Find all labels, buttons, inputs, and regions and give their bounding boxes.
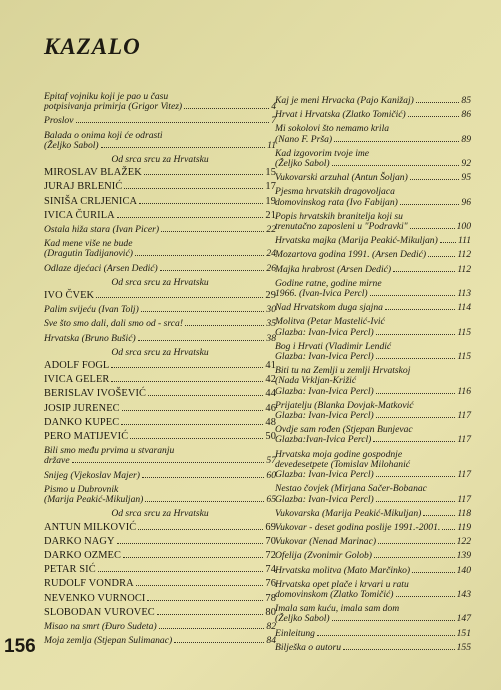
dot-leader	[117, 542, 264, 544]
toc-entry-page: 42	[265, 374, 276, 386]
toc-entry-page: 100	[456, 221, 471, 233]
dot-leader	[144, 173, 264, 175]
toc-entry-title: Pjesma hrvatskih dragovoljaca	[275, 186, 395, 198]
dot-leader	[400, 203, 460, 205]
toc-entry-title: DARKO OZMEC	[44, 549, 122, 561]
toc-entry[interactable]	[44, 375, 276, 385]
toc-entry-title: Bilješka o autoru	[275, 641, 342, 653]
toc-entry-page: 85	[461, 95, 471, 106]
dot-leader	[124, 187, 263, 189]
toc-entry-page: 118	[457, 507, 471, 519]
dot-leader	[334, 140, 459, 142]
dot-leader	[117, 216, 264, 218]
toc-entry-title: Nad Hrvatskom duga sjajna	[275, 302, 383, 314]
toc-entry-page: 41	[265, 360, 276, 372]
toc-entry-title: Vukovar (Nenad Marinac)	[275, 536, 377, 548]
toc-entry-page: 80	[265, 606, 276, 618]
toc-entry-title: (Željko Sabol)	[275, 613, 330, 625]
toc-entry-title: Vukovarska (Marija Peakić-Mikuljan)	[275, 507, 422, 519]
toc-entry-title: Molitva (Petar Mastelić-Ivić	[275, 316, 385, 328]
dot-leader	[157, 613, 264, 615]
toc-entry-title: Ostala hiža stara (Ivan Picer)	[44, 224, 160, 236]
toc-entry[interactable]	[275, 265, 471, 275]
toc-entry-title: Hrvatska moja godine gospodnje	[275, 448, 403, 460]
toc-entry[interactable]	[44, 116, 276, 126]
dot-leader	[101, 146, 265, 148]
toc-entry-title: Mozartova godina 1991. (Arsen Dedić)	[275, 249, 427, 261]
toc-entry-title: Bili smo među prvima u stvaranju	[44, 445, 175, 457]
dot-leader	[376, 392, 456, 394]
toc-entry-title: Sve što smo dali, dali smo od - srca!	[44, 318, 184, 330]
dot-leader	[374, 556, 455, 558]
dot-leader	[385, 308, 455, 310]
dot-leader	[123, 556, 263, 558]
toc-entry-page: 86	[461, 109, 471, 121]
toc-entry[interactable]	[275, 643, 471, 653]
dot-leader	[160, 269, 265, 271]
toc-entry[interactable]	[44, 485, 276, 505]
dot-leader	[142, 476, 265, 478]
toc-entry[interactable]	[275, 509, 471, 519]
toc-entry-title: Glazba: Ivan-Ivica Percl)	[275, 410, 374, 422]
toc-entry-page: 112	[457, 249, 471, 261]
toc-entry[interactable]	[44, 446, 276, 466]
toc-entry-title: Misao na smrt (Đuro Sudeta)	[44, 620, 157, 632]
toc-entry-page: 111	[458, 235, 471, 247]
dot-leader	[185, 324, 264, 326]
toc-entry-page: 35	[266, 318, 276, 330]
toc-entry-page: 117	[457, 434, 471, 446]
toc-right-column	[275, 96, 471, 657]
toc-entry-title: JURAJ BRLENIĆ	[44, 181, 123, 193]
toc-entry-title: BERISLAV IVOŠEVIĆ	[44, 388, 147, 400]
toc-entry-title: domovinskom (Zlatko Tomičić)	[275, 588, 394, 600]
toc-entry-title: Palim svijeću (Ivan Tolj)	[44, 304, 139, 316]
toc-entry[interactable]	[275, 537, 471, 547]
toc-entry-page: 22	[266, 224, 276, 236]
toc-entry-page: 60	[266, 469, 276, 481]
toc-entry-title: Hrvatska molitva (Mato Marčinko)	[275, 564, 411, 576]
toc-entry-title: DARKO NAGY	[44, 535, 115, 547]
dot-leader	[121, 423, 263, 425]
toc-entry-page: 24	[266, 248, 276, 260]
toc-entry-page: 95	[461, 172, 471, 184]
toc-entry-page: 69	[265, 521, 276, 533]
toc-entry[interactable]	[44, 264, 276, 274]
toc-entry-title: Glazba: Ivan-Ivica Percl)	[275, 351, 374, 363]
dot-leader	[141, 310, 265, 312]
toc-entry-page: 65	[266, 494, 276, 506]
toc-entry-page: 147	[456, 613, 471, 625]
toc-entry-page: 4	[271, 101, 276, 113]
toc-entry-title: Prijatelju (Blanka Dovjak-Matković	[275, 399, 414, 411]
toc-entry[interactable]	[275, 124, 471, 144]
toc-entry[interactable]	[44, 334, 276, 344]
toc-entry[interactable]	[44, 537, 276, 547]
toc-entry-page: 117	[457, 493, 471, 505]
toc-entry[interactable]	[275, 187, 471, 207]
toc-entry[interactable]	[275, 110, 471, 120]
toc-entry-title: devedesetpete (Tomislav Milohanić	[275, 458, 410, 470]
toc-entry-title: Ovdje sam rođen (Stjepan Bunjevac	[275, 424, 413, 436]
dot-leader	[148, 394, 263, 396]
toc-entry[interactable]	[44, 305, 276, 315]
dot-leader	[440, 241, 456, 243]
dot-leader	[161, 230, 264, 232]
toc-entry[interactable]	[275, 523, 471, 533]
toc-entry-title: JOSIP JURENEC	[44, 402, 120, 414]
toc-entry-title: IVICA ČURILA	[44, 209, 115, 221]
toc-entry-page: 50	[265, 431, 276, 443]
dot-leader	[139, 202, 263, 204]
toc-entry-page: 11	[267, 139, 276, 151]
dot-leader	[412, 571, 455, 573]
toc-entry-title: Nestao čovjek (Mirjana Sačer-Bobanac	[275, 483, 427, 495]
toc-entry[interactable]	[44, 432, 276, 442]
toc-entry-title: Mi sokolovi što nemamo krila	[275, 123, 390, 135]
page-title: KAZALO	[44, 34, 141, 59]
toc-entry[interactable]	[44, 636, 276, 646]
toc-entry-page: 113	[457, 288, 471, 300]
toc-entry-page: 114	[457, 302, 471, 314]
toc-entry[interactable]	[44, 389, 276, 399]
toc-entry-title: Ofelija (Zvonimir Golob)	[275, 550, 372, 562]
toc-entry-title: Godine ratne, godine mirne	[275, 277, 382, 289]
dot-leader	[376, 333, 456, 335]
toc-entry-title: Glazba: Ivan-Ivica Percl)	[275, 385, 374, 397]
toc-entry-title: Bog i Hrvati (Vladimir Lendić	[275, 340, 392, 352]
toc-entry-page: 70	[265, 535, 276, 547]
toc-entry-page: 74	[265, 564, 276, 576]
toc-entry-page: 78	[265, 592, 276, 604]
toc-entry[interactable]	[275, 149, 471, 169]
dot-leader	[111, 366, 263, 368]
toc-entry[interactable]	[44, 622, 276, 632]
toc-entry-page: 155	[456, 641, 471, 653]
toc-entry-title: Moja zemlja (Stjepan Sulimanac)	[44, 635, 173, 647]
toc-entry-title: (Željko Sabol)	[44, 139, 99, 151]
toc-entry-page: 96	[461, 196, 471, 208]
toc-entry[interactable]	[44, 239, 276, 259]
toc-entry-title: Hrvat i Hrvatska (Zlatko Tomičić)	[275, 109, 406, 121]
toc-entry-title: potpisivanja primirja (Grigor Vitez)	[44, 101, 183, 113]
toc-entry[interactable]	[275, 342, 471, 362]
toc-entry-page: 140	[456, 564, 471, 576]
toc-entry[interactable]	[275, 317, 471, 337]
toc-entry[interactable]	[275, 401, 471, 421]
toc-entry-page: 17	[265, 181, 276, 193]
toc-entry-title: (Nada Vrkljan-Križić	[275, 375, 357, 387]
toc-entry[interactable]	[44, 211, 276, 221]
toc-entry[interactable]	[44, 523, 276, 533]
toc-entry-title: Glazba: Ivan-Ivica Percl)	[275, 493, 374, 505]
toc-entry-title: (Željko Sabol)	[275, 158, 330, 170]
toc-entry-title: SLOBODAN VUROVEC	[44, 606, 155, 618]
section-heading: Od srca srcu za Hrvatsku	[111, 346, 209, 358]
toc-entry[interactable]	[275, 279, 471, 299]
section-heading: Od srca srcu za Hrvatsku	[111, 276, 209, 288]
toc-entry-title: Odlaze djećaci (Arsen Dedić)	[44, 262, 158, 274]
toc-entry-title: domovinskog rata (Ivo Fabijan)	[275, 196, 398, 208]
dot-leader	[159, 627, 265, 629]
toc-entry-page: 116	[457, 385, 471, 397]
dot-leader	[378, 542, 455, 544]
dot-leader	[396, 595, 455, 597]
toc-entry[interactable]	[44, 579, 276, 589]
toc-entry-page: 117	[457, 410, 471, 422]
toc-entry[interactable]	[44, 182, 276, 192]
toc-entry-title: Snijeg (Vjekoslav Majer)	[44, 469, 140, 481]
dot-leader	[332, 164, 460, 166]
toc-entry[interactable]	[275, 250, 471, 260]
dot-leader	[136, 584, 264, 586]
page-number: 156	[4, 636, 36, 657]
toc-entry-page: 112	[457, 263, 471, 275]
toc-entry-title: NEVENKO VURNOCI	[44, 592, 146, 604]
toc-entry-title: ANTUN MILKOVIĆ	[44, 521, 137, 533]
dot-leader	[416, 101, 460, 103]
dot-leader	[376, 357, 456, 359]
toc-entry-title: Proslov	[44, 115, 74, 127]
toc-entry-title: Imala sam kuću, imala sam dom	[275, 603, 400, 615]
toc-entry[interactable]	[44, 418, 276, 428]
toc-entry[interactable]	[44, 291, 276, 301]
toc-entry[interactable]	[44, 197, 276, 207]
dot-leader	[442, 528, 455, 530]
dot-leader	[76, 121, 270, 123]
toc-entry-title: Hrvatska opet plače i krvari u ratu	[275, 578, 409, 590]
section-heading: Od srca srcu za Hrvatsku	[111, 154, 209, 166]
toc-entry-title: Glazba:Ivan-Ivica Percl)	[275, 434, 372, 446]
toc-entry[interactable]	[275, 566, 471, 576]
toc-entry-title: SINIŠA CRLJENICA	[44, 195, 138, 207]
toc-entry[interactable]	[275, 551, 471, 561]
toc-entry[interactable]	[44, 471, 276, 481]
toc-entry-title: DANKO KUPEC	[44, 416, 120, 428]
toc-entry-title: PERO MATIJEVIĆ	[44, 431, 129, 443]
toc-entry-page: 76	[265, 578, 276, 590]
dot-leader	[184, 107, 269, 109]
dot-leader	[111, 380, 263, 382]
toc-entry-page: 30	[266, 304, 276, 316]
dot-leader	[373, 440, 455, 442]
section-heading: Od srca srcu za Hrvatsku	[111, 508, 209, 520]
toc-entry-title: (Nano F. Prša)	[275, 133, 333, 145]
toc-entry-title: IVO ČVEK	[44, 290, 95, 302]
toc-entry-page: 26	[266, 262, 276, 274]
toc-entry-title: Glazba: Ivan-Ivica Percl)	[275, 469, 374, 481]
dot-leader	[332, 619, 455, 621]
dot-leader	[145, 500, 264, 502]
toc-entry-title: IVICA GELER	[44, 374, 110, 386]
toc-entry-page: 15	[265, 167, 276, 179]
toc-entry-title: Pismo u Dubrovnik	[44, 483, 119, 495]
toc-entry-title: ADOLF FOGL	[44, 360, 110, 372]
toc-entry[interactable]	[275, 96, 471, 106]
dot-leader	[72, 461, 265, 463]
toc-entry-page: 46	[265, 402, 276, 414]
dot-leader	[428, 255, 455, 257]
toc-entry[interactable]	[275, 580, 471, 600]
toc-entry-title: (Dragutin Tadijanović)	[44, 248, 133, 260]
toc-entry-title: Biti tu na Zemlji u zemlji Hrvatskoj	[275, 365, 411, 377]
toc-entry-title: Glazba: Ivan-Ivica Percl)	[275, 326, 374, 338]
dot-leader	[98, 570, 264, 572]
toc-entry[interactable]	[44, 608, 276, 618]
toc-entry-page: 19	[265, 195, 276, 207]
toc-entry-title: RUDOLF VONDRA	[44, 578, 134, 590]
toc-entry-page: 115	[457, 326, 471, 338]
toc-entry-page: 7	[271, 115, 276, 127]
toc-entry-title: Majka hrabrost (Arsen Dedić)	[275, 263, 392, 275]
toc-entry[interactable]	[44, 404, 276, 414]
dot-leader	[343, 648, 455, 650]
toc-entry-page: 151	[456, 627, 471, 639]
toc-entry[interactable]	[275, 604, 471, 624]
dot-leader	[135, 254, 264, 256]
dot-leader	[122, 409, 264, 411]
toc-entry-page: 92	[461, 158, 471, 170]
dot-leader	[130, 437, 263, 439]
toc-entry-page: 72	[265, 549, 276, 561]
dot-leader	[174, 641, 264, 643]
toc-entry-title: Vukovarski arzuhal (Antun Šoljan)	[275, 172, 408, 184]
toc-entry-title: Kad mene više ne bude	[44, 238, 133, 250]
toc-entry[interactable]	[44, 319, 276, 329]
toc-entry-title: Epitaf vojniku koji je pao u času	[44, 91, 169, 102]
dot-leader	[138, 528, 263, 530]
toc-entry-page: 29	[265, 290, 276, 302]
dot-leader	[423, 514, 455, 516]
toc-entry-page: 89	[461, 133, 471, 145]
toc-entry-title: Einleitung	[275, 627, 315, 639]
toc-entry-title: (Marija Peakić-Mikuljan)	[44, 494, 144, 506]
toc-entry[interactable]	[275, 450, 471, 481]
toc-entry[interactable]	[275, 173, 471, 183]
toc-entry-title: MIROSLAV BLAŽEK	[44, 167, 142, 179]
dot-leader	[410, 178, 460, 180]
toc-left-column	[44, 92, 276, 650]
toc-entry-page: 122	[456, 536, 471, 548]
dot-leader	[410, 227, 455, 229]
dot-leader	[147, 599, 263, 601]
toc-entry[interactable]	[275, 629, 471, 639]
toc-entry-title: Popis hrvatskih branitelja koji su	[275, 210, 403, 222]
toc-entry-title: 1966. (Ivan-Ivica Percl)	[275, 288, 368, 300]
dot-leader	[138, 339, 265, 341]
dot-leader	[370, 294, 456, 296]
toc-entry-title: države	[44, 455, 70, 467]
toc-entry-page: 38	[266, 332, 276, 344]
dot-leader	[96, 296, 263, 298]
toc-entry[interactable]	[44, 225, 276, 235]
toc-entry[interactable]	[275, 484, 471, 504]
toc-entry-page: 119	[457, 521, 471, 533]
toc-entry-title: Hrvatska (Bruno Bušić)	[44, 332, 136, 344]
toc-entry[interactable]	[44, 131, 276, 151]
toc-entry-title: Kad izgovorim tvoje ime	[275, 147, 370, 159]
toc-entry[interactable]	[44, 594, 276, 604]
toc-entry-title: Vukovar - deset godina poslije 1991.-2001.	[275, 521, 441, 533]
toc-entry-page: 115	[457, 351, 471, 363]
toc-entry-page: 21	[265, 209, 276, 221]
toc-entry-page: 117	[457, 469, 471, 481]
toc-entry[interactable]	[275, 303, 471, 313]
toc-entry[interactable]	[44, 92, 276, 112]
toc-entry[interactable]	[275, 425, 471, 445]
toc-entry-page: 48	[265, 416, 276, 428]
toc-entry[interactable]	[275, 236, 471, 246]
dot-leader	[317, 634, 455, 636]
toc-entry-page: 139	[456, 550, 471, 562]
dot-leader	[376, 416, 456, 418]
toc-entry[interactable]	[44, 565, 276, 575]
toc-entry-page: 143	[456, 588, 471, 600]
toc-entry[interactable]	[44, 168, 276, 178]
dot-leader	[376, 500, 456, 502]
toc-entry[interactable]	[275, 366, 471, 397]
toc-entry-title: Kaj je meni Hrvacka (Pajo Kanižaj)	[275, 95, 414, 106]
toc-entry-title: Balada o onima koji će odrasti	[44, 129, 163, 141]
toc-entry[interactable]	[44, 361, 276, 371]
toc-entry-page: 84	[266, 635, 276, 647]
toc-entry-page: 44	[265, 388, 276, 400]
toc-entry-title: PETAR SIĆ	[44, 564, 96, 576]
toc-entry-title: Hrvatska majka (Marija Peakić-Mikuljan)	[275, 235, 438, 247]
dot-leader	[393, 270, 455, 272]
toc-entry-page: 82	[266, 620, 276, 632]
toc-entry[interactable]	[44, 551, 276, 561]
toc-entry-page: 57	[266, 455, 276, 467]
toc-entry-title: trenutačno zaposleni u "Podravki"	[275, 221, 408, 233]
toc-entry[interactable]	[275, 212, 471, 232]
dot-leader	[408, 115, 460, 117]
dot-leader	[376, 475, 456, 477]
